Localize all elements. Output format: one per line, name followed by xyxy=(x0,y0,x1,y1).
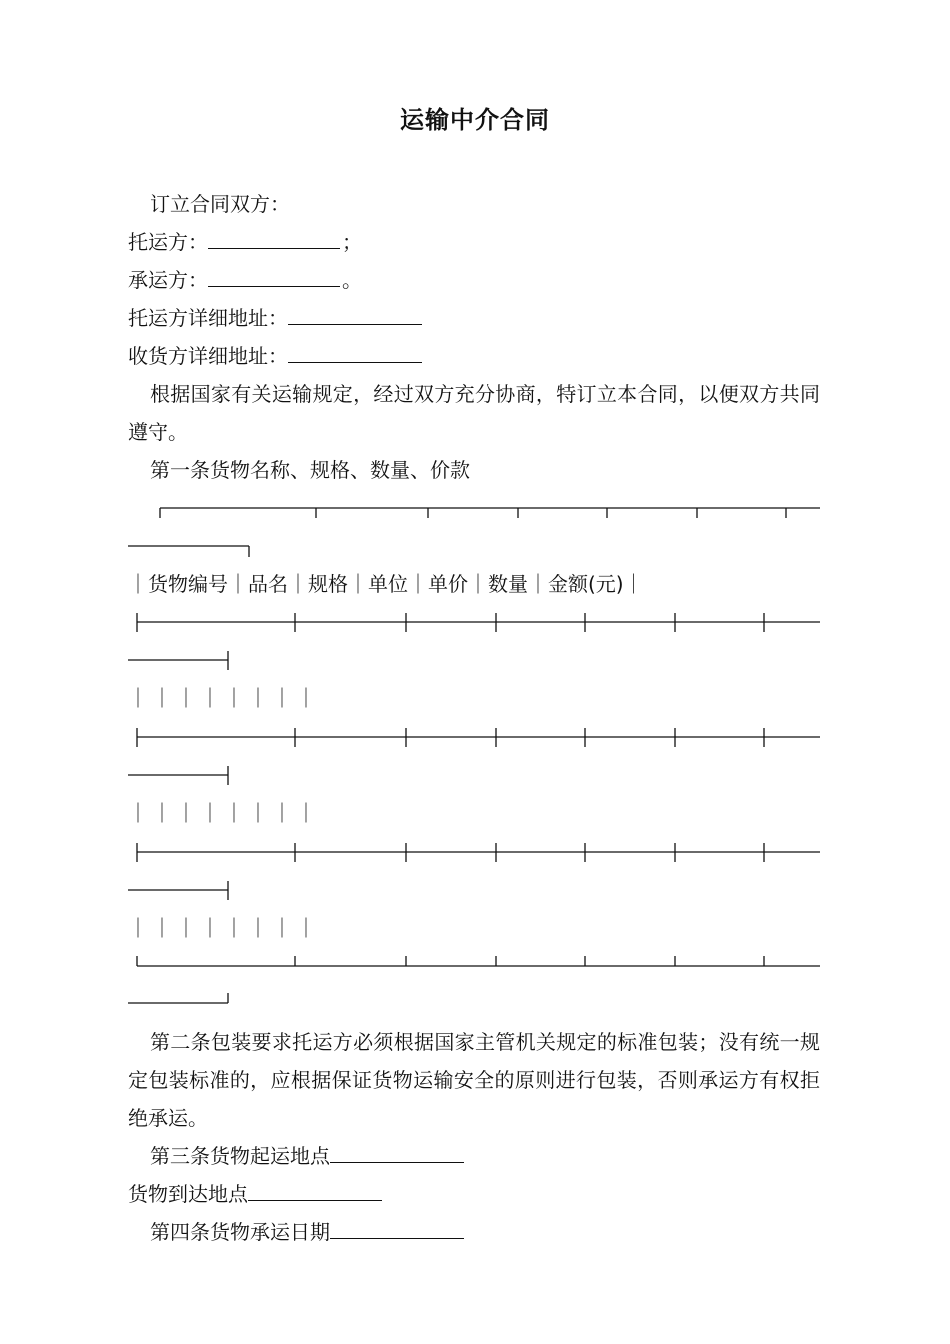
carry-date-blank[interactable] xyxy=(330,1216,464,1239)
carrier-end: 。 xyxy=(342,268,362,292)
arrival-line xyxy=(128,1175,384,1213)
shipper-address-label: 托运方详细地址： xyxy=(128,306,288,330)
article1-heading: 第一条货物名称、规格、数量、价款 xyxy=(150,458,470,482)
table-separator-3 xyxy=(128,843,820,900)
table-separator-1 xyxy=(128,613,820,670)
table-row: ｜｜｜｜｜｜｜｜ xyxy=(128,916,320,940)
article4-label: 第四条货物承运日期 xyxy=(150,1220,330,1244)
table-row: ｜｜｜｜｜｜｜｜ xyxy=(128,801,320,825)
article3-label: 第三条货物起运地点 xyxy=(150,1144,330,1168)
document-title: 运输中介合同 xyxy=(400,106,550,134)
table-top-border xyxy=(128,508,820,557)
arrival-label: 货物到达地点 xyxy=(128,1182,248,1206)
carrier-label: 承运方： xyxy=(128,268,208,292)
shipper-end: ； xyxy=(342,230,362,254)
consignee-address-label: 收货方详细地址： xyxy=(128,344,288,368)
table-row: ｜｜｜｜｜｜｜｜ xyxy=(128,686,320,710)
preamble-paragraph: 根据国家有关运输规定，经过双方充分协商，特订立本合同，以便双方共同遵守。 xyxy=(128,382,820,444)
shipper-label: 托运方： xyxy=(128,230,208,254)
article2-paragraph: 第二条包装要求托运方必须根据国家主管机关规定的标准包装；没有统一规定包装标准的，应根据保证货物运输安全的原则进行包装，否则承运方有权拒绝承运。 xyxy=(128,1030,820,1130)
parties-intro: 订立合同双方： xyxy=(150,192,290,216)
article3-line xyxy=(150,1137,466,1175)
arrival-place-blank[interactable] xyxy=(248,1178,382,1201)
table-header-row: ｜货物编号｜品名｜规格｜单位｜单价｜数量｜金额(元)｜ xyxy=(128,572,644,596)
departure-place-blank[interactable] xyxy=(330,1140,464,1163)
article4-line xyxy=(150,1213,466,1251)
table-separator-2 xyxy=(128,728,820,785)
table-bottom-border xyxy=(128,956,820,1003)
